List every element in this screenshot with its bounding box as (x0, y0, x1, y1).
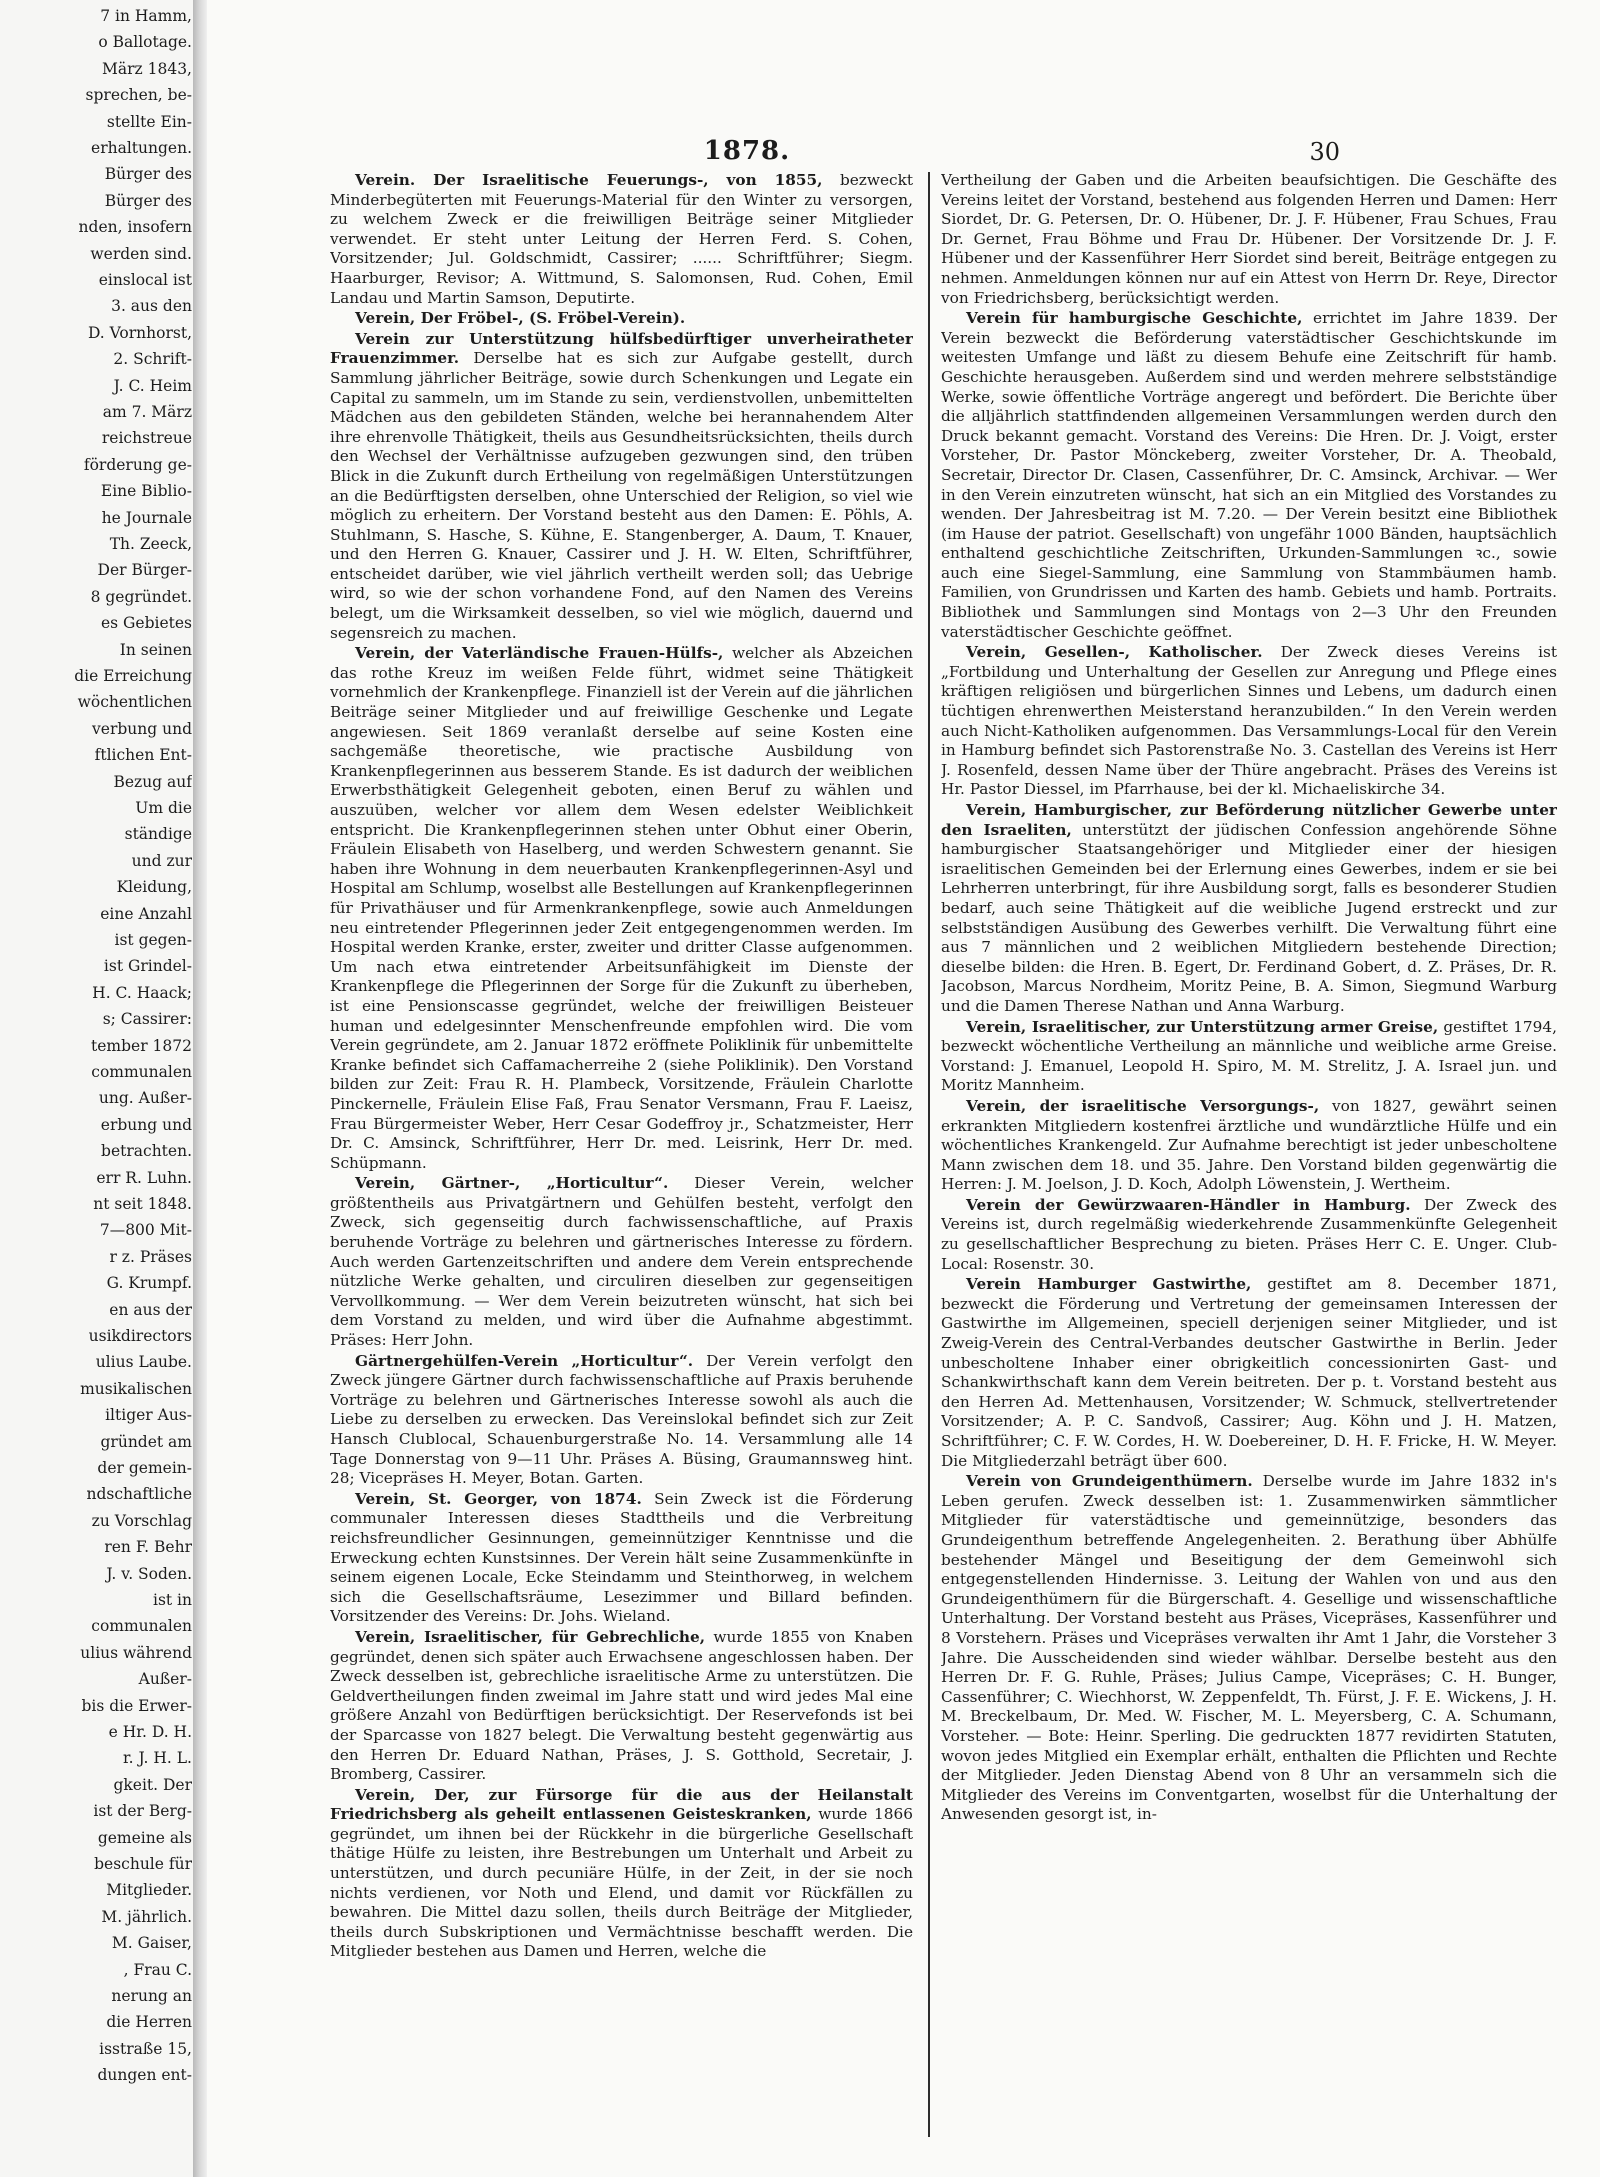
article-entry (330, 1786, 913, 1962)
left-page-line: März 1843, (102, 59, 192, 78)
left-page-line: ulius während (80, 1643, 192, 1662)
left-page-line: communalen (91, 1063, 192, 1081)
left-page-line: J. v. Soden. (106, 1564, 192, 1583)
article-heading: Verein zur Unterstützung hülfsbedürftiger unverheiratheter Frauenzimmer. (330, 329, 913, 368)
left-page-line: Eine Biblio- (100, 482, 192, 501)
article-heading: Verein, Hamburgischer, zur Beförderung nützlicher Gewerbe unter den Israeliten, (941, 801, 1557, 839)
column-divider (928, 172, 930, 2137)
left-page-line: ist gegen- (114, 931, 192, 949)
article-body: Vertheilung der Gaben und die Arbeiten beaufsichtigen. Die Geschäfte des Vereins leitet der Vorstand, bestehend aus folgenden Herren und Damen: Herr Siordet, Dr. G. Petersen, Dr. O. Hübener, Dr. J. F. Hübener, Frau Schues, Frau Dr. Gernet, Frau Böhme und Frau Dr. Hübener. Der Vorsitzende Dr. J. F. Hübener und der Kassenführer Herr Siordet sind bereit, Beiträge entgegen zu nehmen. Anmeldungen können nur auf ein Attest von Herrn Dr. Reye, Director von Friedrichsberg, berücksichtigt werden. (941, 171, 1557, 307)
left-page-line: nerung an (111, 1987, 192, 2005)
article-entry (941, 171, 1557, 308)
article-body: Der Zweck des Vereins ist, durch regelmäßig wiederkehrende Zusammenkünfte Gelegenheit zu gesellschaftlicher Besprechung zu bieten. Präses Herr C. E. Unger. Club-Local: Rosenstr. 30. (941, 1195, 1557, 1273)
article-body: von 1827, gewährt seinen erkrankten Mitgliedern kostenfrei ärztliche und wundärztliche Hülfe und ein wöchentliches Krankengeld. Zur Aufnahme berechtigt ist jeder unbescholtene Mann zwischen dem 18. und 35. Jahre. Den Vorstand bilden gegenwärtig die Herren: J. M. Joelson, J. D. Koch, Adolph Löwenstein, J. Wertheim. (941, 1096, 1557, 1194)
article-heading: Verein von Grundeigenthümern. (966, 1472, 1253, 1491)
article-body: Dieser Verein, welcher größtentheils aus Privatgärtnern und Gehülfen besteht, verfolgt den Zweck, sich gegenseitig durch fachwissenschaftliche, auf Praxis beruhende Vorträge zu belehren und gärtnerisches Interesse zu fördern. Auch werden Gartenzeitschriften und andere dem Verein entsprechende nützliche Werke gehalten, und circuliren dieselben zur gegenseitigen Vervollkommung. — Wer dem Verein beizutreten wünscht, hat sich bei dem Vorstand zu melden, und wird über die Aufnahme abgestimmt. Präses: Herr John. (330, 1174, 913, 1350)
article-body: gestiftet 1794, bezweckt wöchentliche Vertheilung an männliche und weibliche arme Greise. Vorstand: J. Emanuel, Leopold H. Spiro, M. M. Strelitz, J. A. Israel jun. und Moritz Mannheim. (941, 1017, 1557, 1095)
article-entry (941, 309, 1557, 642)
left-page-line: , Frau C. (123, 1960, 192, 1979)
left-page-line: 2. Schrift- (113, 350, 192, 369)
left-page-line: M. jährlich. (101, 1907, 192, 1926)
left-page-line: ren F. Behr (104, 1538, 192, 1557)
article-entry (330, 309, 913, 329)
left-page-line: err R. Luhn. (96, 1168, 192, 1187)
left-page-line: bis die Erwer- (81, 1696, 192, 1715)
article-entry (330, 1490, 913, 1627)
article-entry (330, 644, 913, 1173)
article-body: wurde 1866 gegründet, um ihnen bei der Rückkehr in die bürgerliche Gesellschaft thätige Hülfe zu leisten, ihre Bestrebungen um Unterhalt und Arbeit zu unterstützen, und durch pecuniäre Hülfe, in der Zeit, in der sie noch nichts verdienen, vor Noth und Elend, und damit vor Rückfällen zu bewahren. Die Mittel dazu sollen, theils durch Beiträge der Mitglieder, theils durch Subskriptionen und Vermächtnisse beschafft werden. Die Mitglieder bestehen aus Damen und Herren, welche die (330, 1805, 913, 1961)
left-page-line: J. C. Heim (113, 376, 192, 395)
left-page-line: isstraße 15, (99, 2039, 192, 2058)
left-page-line: s; Cassirer: (102, 1010, 192, 1029)
left-page-line: In seinen (119, 640, 192, 659)
article-entry (330, 1352, 913, 1489)
article-entry (941, 643, 1557, 800)
article-entry (941, 1275, 1557, 1471)
article-heading: Verein, Israelitischer, zur Unterstützung armer Greise, (966, 1017, 1439, 1036)
left-page-line: dungen ent- (97, 2066, 192, 2085)
left-page-line: eine Anzahl (100, 904, 192, 923)
left-page-line: sprechen, be- (85, 86, 192, 105)
article-body: Der Verein verfolgt den Zweck jüngere Gärtner durch fachwissenschaftliche auf Praxis beruhende Vorträge zu belehren und Gärtnerisches Interesse sowohl als auch die Liebe zu derselben zu erwecken. Das Vereinslokal befindet sich zur Zeit Hansch Clublocal, Schauenburgerstraße No. 14. Versammlung alle 14 Tage Donnerstag von 9—11 Uhr. Präses A. Büsing, Graumannsweg hint. 28; Vicepräses H. Meyer, Botan. Garten. (330, 1351, 913, 1488)
left-page-line: 7 in Hamm, (100, 7, 192, 25)
left-page-line: nden, insofern (78, 218, 192, 237)
article-body: wurde 1855 von Knaben gegründet, denen sich später auch Erwachsene angeschlossen haben. Der Zweck desselben ist, gebrechliche israelitische Arme zu unterstützen. Die Geldvertheilungen finden zweimal im Jahre statt und wird jedes Mal eine größere Anzahl von Bedürftigen berücksichtigt. Der Reservefonds ist bei der Sparcasse von 1827 belegt. Die Verwaltung besteht gegenwärtig aus den Herren Dr. Eduard Nathan, Präses, J. S. Gotthold, Secretair, J. Bromberg, Cassirer. (330, 1627, 913, 1784)
left-page-line: förderung ge- (83, 455, 192, 474)
left-page-line: ist der Berg- (93, 1802, 192, 1821)
article-entry (330, 1174, 913, 1350)
left-page-line: ulius Laube. (95, 1353, 192, 1372)
left-page-line: ndschaftliche (86, 1485, 192, 1504)
left-page-line: ftlichen Ent- (94, 746, 192, 765)
left-page-line: D. Vornhorst, (87, 323, 192, 342)
article-heading: Gärtnergehülfen-Verein „Horticultur“. (355, 1351, 694, 1370)
left-page-line: verbung und (92, 719, 192, 738)
article-heading: Verein, Gesellen-, Katholischer. (966, 643, 1263, 662)
article-body: welcher als Abzeichen das rothe Kreuz im weißen Felde führt, widmet seine Thätigkeit vornehmlich der Krankenpflege. Finanziell ist der Verein auf die jährlichen Beiträge seiner Mitglieder und auf freiwillige Geschenke und Legate angewiesen. Seit 1869 veranlaßt derselbe auf seine Kosten eine sachgemäße theoretische, wie practische Ausbildung von Krankenpflegerinnen aus besserem Stande. Es ist dadurch der weiblichen Erwerbsthätigkeit Gelegenheit geboten, einen Beruf zu wählen und auszuüben, welcher vor allem dem Wesen edelster Weiblichkeit entspricht. Die Krankenpflegerinnen stehen unter Obhut einer Oberin, Fräulein Elisabeth von Haselberg, und werden Schwestern genannt. Sie haben ihre Wohnung in dem neuerbauten Krankenpflegerinnen-Asyl und Hospital am Schlump, woselbst alle Bestellungen auf Krankenpflegerinnen für Privathäuser und für Armenkrankenpflege, sowie auch Anmeldungen neu eintretender Pflegerinnen jeder Zeit entgegengenommen werden. Im Hospital werden Kranke, erster, zweiter und dritter Classe aufgenommen. Um nach etwa eintretender Arbeitsunfähigkeit im Dienste der Krankenpflege die Pflegerinnen der Sorge für die Zukunft zu überheben, ist eine Pensionscasse gegründet, welche der freiwilligen Beisteuer human und edelgesinnter Menschenfreunde empfohlen wird. Die vom Verein gegründete, am 2. Januar 1872 eröffnete Poliklinik für unbemittelte Kranke befindet sich Caffamacherreihe 2 (siehe Poliklinik). Den Vorstand bilden zur Zeit: Frau R. H. Plambeck, Vorsitzende, Fräulein Charlotte Pinckernelle, Fräulein Elise Faß, Frau Senator Versmann, Frau F. Laeisz, Frau Bürgermeister Weber, Herr Cesar Godeffroy jr., Schatzmeister, Herr Dr. C. Amsinck, Schriftführer, Herr Dr. med. Leisrink, Herr Dr. med. Schüpmann. (330, 644, 913, 1172)
article-entry (941, 1472, 1557, 1825)
article-entry (941, 1196, 1557, 1274)
left-page-line: 7—800 Mit- (99, 1221, 192, 1240)
left-page-line: wöchentlichen (77, 693, 192, 712)
left-page-line: o Ballotage. (98, 33, 192, 52)
left-page-line: gründet am (100, 1432, 192, 1451)
article-heading: Verein für hamburgische Geschichte, (966, 309, 1303, 328)
text-column-right (941, 171, 1557, 2161)
article-entry (941, 1097, 1557, 1195)
left-page-line: ist Grindel- (103, 957, 192, 976)
left-page-line: gkeit. Der (113, 1775, 192, 1794)
left-page-line: ständige (124, 825, 192, 844)
left-page-line: r. J. H. L. (122, 1749, 192, 1768)
left-page-line: Um die (135, 799, 192, 817)
article-body: gestiftet am 8. December 1871, bezweckt die Förderung und Vertretung der gemeinsamen Interessen der Gastwirthe im Allgemeinen, speciell derjenigen seiner Mitglieder, und ist Zweig-Verein des Central-Verbandes deutscher Gastwirthe in Berlin. Jeder unbescholtene Inhaber einer obrigkeitlich concessionirten Gast- und Schankwirthschaft kann dem Verein beitreten. Der p. t. Vorstand besteht aus den Herren Ad. Mettenhausen, Vorsitzender; W. Schmuck, stellvertretender Vorsitzender; A. P. C. Sandvoß, Cassirer; Aug. Köhn und J. H. Matzen, Schriftführer; C. F. W. Cordes, H. W. Doebereiner, D. H. F. Fricke, H. W. Meyer. Die Mitgliederzahl beträgt über 600. (941, 1275, 1557, 1470)
left-page-line: erhaltungen. (91, 139, 192, 157)
left-page-line: musikalischen (80, 1379, 192, 1398)
left-page-line: Mitglieder. (106, 1881, 192, 1900)
left-page-line: Th. Zeeck, (109, 535, 192, 553)
article-body: errichtet im Jahre 1839. Der Verein bezweckt die Beförderung vaterstädtischer Geschichtskunde im weitesten Umfange und läßt zu diesem Behufe eine Zeitschrift für hamb. Geschichte herausgeben. Außerdem sind und werden mehrere selbstständige Werke, sowie öffentliche Vorträge angeregt und befördert. Die Berichte über die alljährlich stattfindenden allgemeinen Versammlungen werden durch den Druck bekannt gemacht. Vorstand des Vereins: Die Hren. Dr. J. Voigt, erster Vorsteher, Dr. Pastor Mönckeberg, zweiter Vorsteher, Dr. A. Theobald, Secretair, Director Dr. Clasen, Cassenführer, Dr. C. Amsinck, Archivar. — Wer in den Verein einzutreten wünscht, hat sich an ein Mitglied des Vorstandes zu wenden. Der Jahresbeitrag ist M. 7.20. — Der Verein besitzt eine Bibliothek (im Hause der patriot. Gesellschaft) von ungefähr 1000 Bänden, hauptsächlich enthaltend geschichtliche Zeitschriften, Urkunden-Sammlungen ꝛc., sowie auch eine Siegel-Sammlung, eine Sammlung von Stammbäumen hamb. Familien, von Grundrissen und Karten des hamb. Gebiets und hamb. Portraits. Bibliothek und Sammlungen sind Montags von 2—3 Uhr den Freunden vaterstädtischer Geschichte geöffnet. (941, 309, 1557, 641)
left-page-line: M. Gaiser, (111, 1934, 192, 1953)
article-body: Sein Zweck ist die Förderung communaler Interessen dieses Stadttheils und die Verbreitung reichsfreundlicher Gesinnungen, gemeinnütziger Kenntnisse und die Erweckung echten Kunstsinnes. Der Verein hält seine Zusammenkünfte in seinem eigenen Locale, Ecke Steindamm und Steinthorweg, in welchem sich die Gesellschaftsräume, Lesezimmer und Billard befinden. Vorsitzender des Vereins: Dr. Johs. Wieland. (330, 1489, 913, 1626)
article-entry (941, 1018, 1557, 1096)
left-page-line: G. Krumpf. (106, 1274, 192, 1293)
page-header-year: 1878. (703, 136, 791, 166)
left-page-line: beschule für (94, 1855, 192, 1873)
article-heading: Verein, Gärtner-, „Horticultur“. (355, 1174, 669, 1193)
left-page-line: gemeine als (97, 1828, 192, 1847)
left-page-line: am 7. März (102, 403, 192, 421)
article-heading: Verein, Der, zur Fürsorge für die aus der Heilanstalt Friedrichsberg als geheilt entlassenen Geisteskranken, (330, 1785, 913, 1824)
left-page-line: Außer- (138, 1670, 192, 1689)
article-heading: Verein Hamburger Gastwirthe, (966, 1275, 1252, 1294)
left-page-line: werden sind. (90, 244, 192, 263)
left-page-line: der gemein- (97, 1459, 192, 1477)
article-body: Derselbe hat es sich zur Aufgabe gestellt, durch Sammlung jährlicher Beiträge, sowie durch Schenkungen und Legate ein Capital zu sammeln, um im Stande zu sein, verdienstvollen, unbemittelten Mädchen aus den gebildeten Ständen, welche bei herannahendem Alter ihre ehrenvolle Thätigkeit, theils aus Gesundheitsrücksichten, theils durch den Wechsel der Verhältnisse aufzugeben gezwungen sind, den trüben Blick in die Zukunft durch Ertheilung von regelmäßigen Unterstützungen an die Bedürftigsten derselben, ohne Unterschied der Religion, so viel wie möglich zu erheitern. Der Vorstand besteht aus den Damen: E. Pöhls, A. Stuhlmann, S. Hasche, S. Kühne, E. Stangenberger, A. Daum, T. Knauer, und den Herren G. Knauer, Cassirer und J. H. W. Elten, Schriftführer, entscheidet darüber, wie viel jährlich vertheilt werden soll; das Uebrige wird, so wie der schon vorhandene Fond, auf den Namen des Vereins belegt, um die Wirksamkeit desselben, so viel wie möglich, dauernd und segensreich zu machen. (330, 349, 913, 642)
article-heading: Verein, der Vaterländische Frauen-Hülfs-, (355, 644, 724, 663)
left-page-line: 8 gegründet. (90, 587, 192, 606)
article-heading: Verein, Israelitischer, für Gebrechliche, (355, 1627, 706, 1646)
book-gutter (193, 0, 207, 2177)
left-page-line: und zur (131, 851, 192, 870)
left-page-line: Kleidung, (116, 878, 192, 897)
article-entry (330, 1628, 913, 1785)
article-body: bezweckt Minderbegüterten mit Feuerungs-Material für den Winter zu versorgen, zu welchem Zweck er die freiwilligen Beiträge seiner Mitglieder verwendet. Er steht unter Leitung der Herren Ferd. S. Cohen, Vorsitzender; Jul. Goldschmidt, Cassirer; ...... Schriftführer; Siegm. Haarburger, Revisor; A. Wittmund, S. Salomonsen, Rud. Cohen, Emil Landau und Martin Samson, Deputirte. (330, 171, 913, 307)
left-page-line: es Gebietes (100, 614, 192, 633)
left-page-line: usikdirectors (88, 1327, 192, 1345)
left-page-line: erbung und (100, 1115, 192, 1134)
article-heading: Verein. Der Israelitische Feuerungs-, von 1855, (355, 171, 823, 189)
left-page-line: nt seit 1848. (93, 1195, 192, 1213)
left-page-line: tember 1872 (91, 1036, 192, 1055)
left-page-line: H. C. Haack; (92, 983, 192, 1002)
left-page-line: die Erreichung (74, 667, 192, 685)
left-page-line: 3. aus den (111, 297, 192, 316)
text-column-left (330, 171, 913, 2161)
left-page-line: reichstreue (101, 429, 192, 448)
left-page-line: ung. Außer- (98, 1089, 192, 1108)
article-body: Derselbe wurde im Jahre 1832 in's Leben gerufen. Zweck desselben ist: 1. Zusammenwirken sämmtlicher Mitglieder für vaterstädtische und gemeinnützige, besonders das Grundeigenthum betreffende Angelegenheiten. 2. Berathung über Abhülfe bestehender Mängel und Beseitigung der dem Gemeinwohl sich entgegenstellenden Hindernisse. 3. Leitung der Wahlen von und aus den Grundeigenthümern für die Bürgerschaft. 4. Gesellige und wissenschaftliche Unterhaltung. Der Vorstand besteht aus Präses, Vicepräses, Kassenführer und 8 Vorstehern. Präses und Vicepräses verwalten ihr Amt 1 Jahr, die Vorsteher 3 Jahre. Die Ausscheidenden sind wieder wählbar. Derselbe besteht aus den Herren Dr. F. G. Ruhle, Präses; Julius Campe, Vicepräses; C. H. Bunger, Cassenführer; C. Wiechhorst, W. Zeppenfeldt, Th. Fürst, J. F. E. Wickens, J. H. M. Breckelbaum, Dr. Med. W. Fischer, M. L. Meyersberg, C. A. Schumann, Vorsteher. — Bote: Heinr. Sperling. Die gedruckten 1877 revidirten Statuten, wovon jedes Mitglied ein Exemplar erhält, enthalten die Pflichten und Rechte der Mitglieder. Jeden Dienstag Abend von 8 Uhr an versammeln sich die Mitglieder des Vereins im Conventgarten, woselbst für die Unterhaltung der Anwesenden gesorgt ist, in- (941, 1472, 1557, 1824)
left-page-line: ist in (152, 1591, 192, 1609)
left-page-line: Der Bürger- (97, 561, 192, 580)
article-heading: Verein der Gewürzwaaren-Händler in Hamburg. (966, 1195, 1411, 1214)
article-heading: Verein, der israelitische Versorgungs-, (966, 1096, 1320, 1115)
left-page-line: r z. Präses (109, 1247, 192, 1266)
left-page-line: zu Vorschlag (91, 1511, 192, 1530)
left-page-line: he Journale (101, 508, 192, 527)
left-page-line: iltiger Aus- (105, 1406, 192, 1425)
left-page-line: stellte Ein- (106, 112, 192, 131)
left-page-line: einslocal ist (98, 271, 192, 289)
article-heading: Verein, Der Fröbel-, (S. Fröbel-Verein). (355, 309, 686, 328)
left-page-fragment (0, 0, 193, 2177)
left-page-line: en aus der (109, 1300, 192, 1319)
left-page-line: Bürger des (104, 191, 192, 210)
left-page-line: Bürger des (104, 165, 192, 184)
article-entry (941, 801, 1557, 1017)
left-page-line: die Herren (106, 2013, 192, 2032)
left-page-line: communalen (91, 1617, 192, 1636)
left-page-line: betrachten. (101, 1142, 192, 1161)
left-page-line: Bezug auf (113, 772, 192, 791)
article-body: Der Zweck dieses Vereins ist „Fortbildung und Unterhaltung der Gesellen zur Anregung und Pflege eines kräftigen religiösen und bürgerlichen Sinnes und Lebens, um dadurch einen tüchtigen ehrenwerthen Meisterstand heranzubilden.“ In den Verein werden auch Nicht-Katholiken aufgenommen. Das Versammlungs-Local für den Verein in Hamburg befindet sich Pastorenstraße No. 3. Castellan des Vereins ist Herr J. Rosenfeld, dessen Name über der Thüre angebracht. Präses des Vereins ist Hr. Pastor Diessel, im Pfarrhause, bei der kl. Michaeliskirche 34. (941, 643, 1557, 799)
page-number: 30 (1309, 138, 1340, 166)
article-body: unterstützt der jüdischen Confession angehörende Söhne hamburgischer Staatsangehöriger und Mitglieder einer der hiesigen israelitischen Gemeinden bei der Erlernung eines Gewerbes, indem er sie bei Lehrherren unterbringt, für ihre Ausbildung sorgt, falls es besonderer Studien bedarf, auch seine Thätigkeit auf die weibliche Jugend erstreckt und zur selbstständigen Ausübung des Gewerbes verhilft. Die Verwaltung führt eine aus 7 männlichen und 2 weiblichen Mitgliedern bestehende Direction; dieselbe bilden: die Hren. B. Egert, Dr. Ferdinand Gobert, d. Z. Präses, Dr. R. Jacobson, Marcus Nordheim, Moritz Peine, B. A. Simon, Siegmund Warburg und die Damen Therese Nathan und Anna Warburg. (941, 820, 1557, 1015)
left-page-line: e Hr. D. H. (108, 1723, 192, 1741)
article-heading: Verein, St. Georger, von 1874. (355, 1489, 642, 1508)
article-entry (330, 330, 913, 644)
article-entry (330, 171, 913, 308)
